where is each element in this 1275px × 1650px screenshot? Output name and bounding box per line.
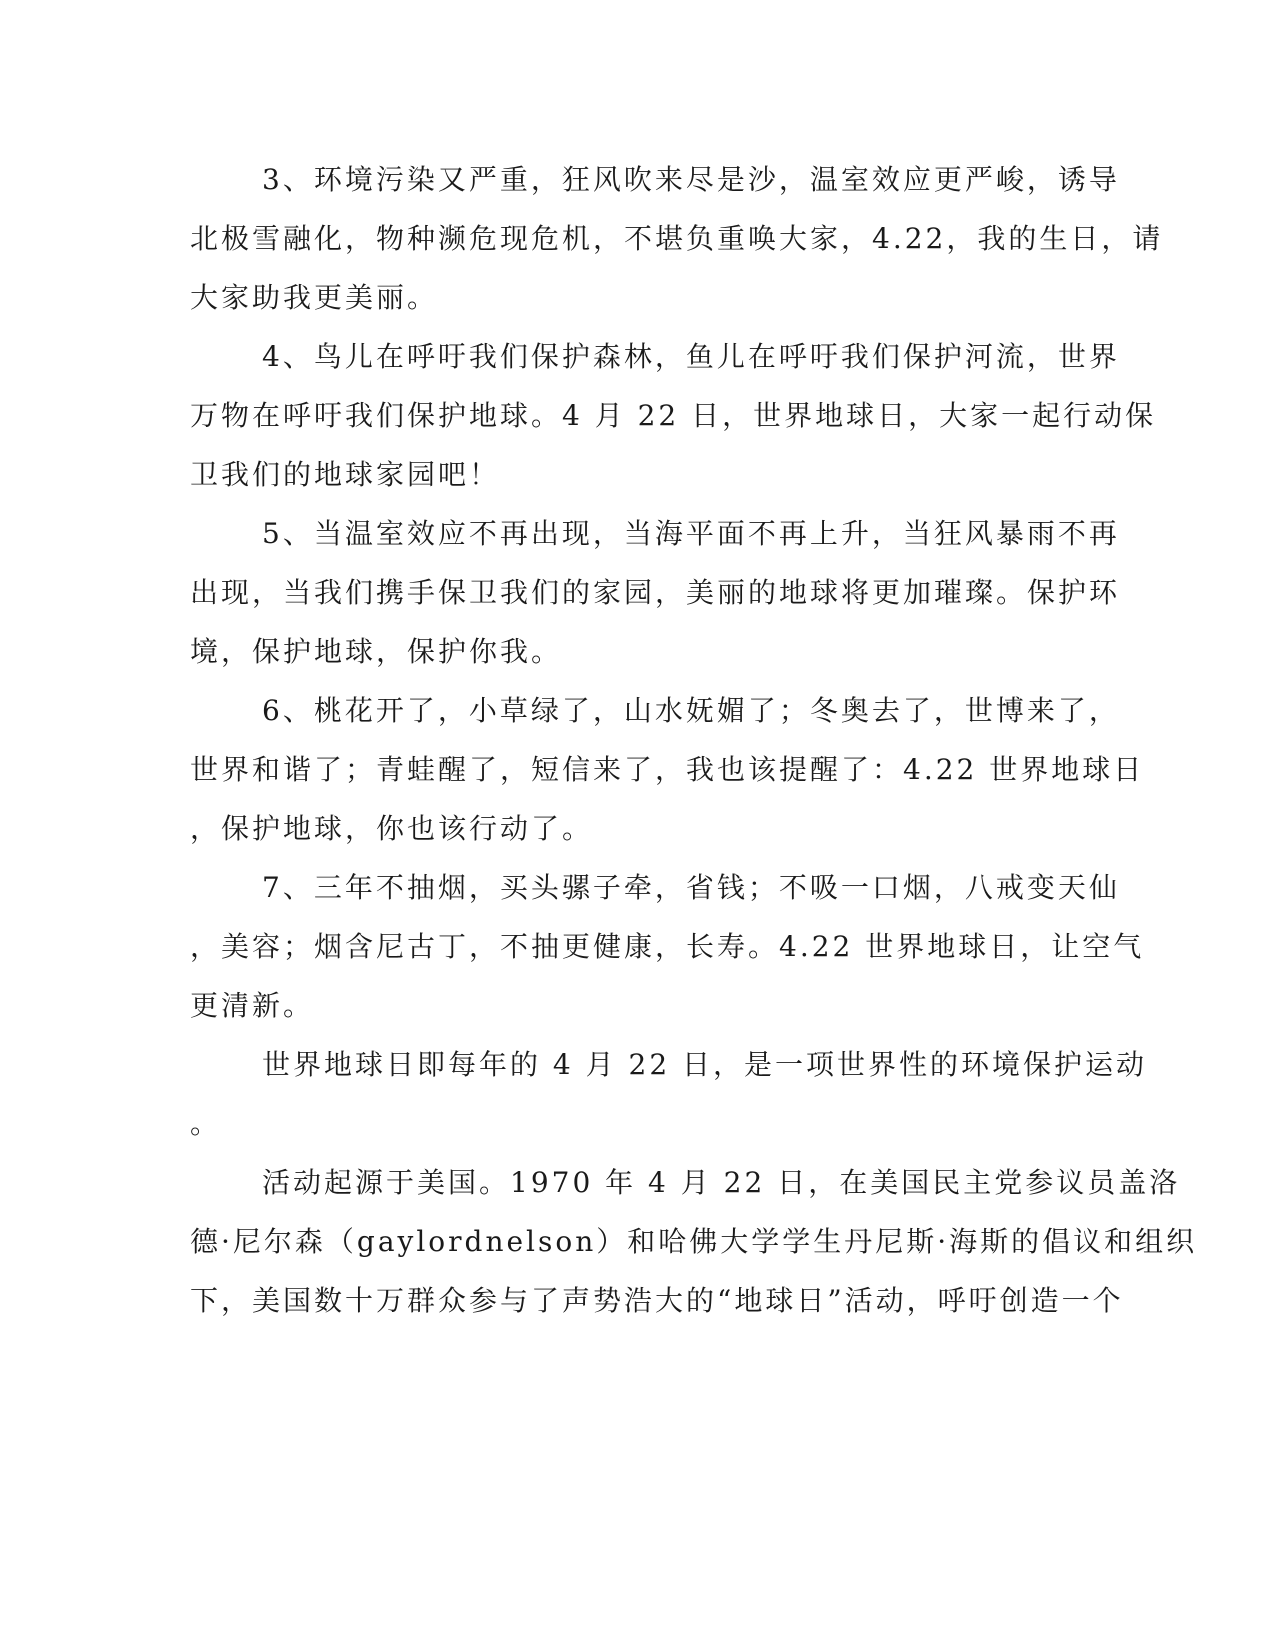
text-line: 5、当温室效应不再出现，当海平面不再上升，当狂风暴雨不再 xyxy=(262,517,1120,550)
text-line: 6、桃花开了，小草绿了，山水妩媚了；冬奥去了，世博来了， xyxy=(262,694,1120,727)
text-line: ，美容；烟含尼古丁，不抽更健康，长寿。4.22 世界地球日，让空气 xyxy=(190,930,1145,963)
text-line: 世界和谐了；青蛙醒了，短信来了，我也该提醒了：4.22 世界地球日 xyxy=(190,753,1145,786)
text-line: 更清新。 xyxy=(190,989,315,1022)
text-line: 7、三年不抽烟，买头骡子牵，省钱；不吸一口烟，八戒变天仙 xyxy=(262,871,1120,904)
text-line: 卫我们的地球家园吧！ xyxy=(190,458,501,491)
text-line: 万物在呼吁我们保护地球。4 月 22 日，世界地球日，大家一起行动保 xyxy=(190,399,1157,432)
text-line: ，保护地球，你也该行动了。 xyxy=(190,812,594,845)
text-line: 。 xyxy=(190,1107,222,1140)
text-line: 北极雪融化，物种濒危现危机，不堪负重唤大家，4.22，我的生日，请 xyxy=(190,222,1164,255)
text-line: 4、鸟儿在呼吁我们保护森林，鱼儿在呼吁我们保护河流，世界 xyxy=(262,340,1120,373)
text-line: 出现，当我们携手保卫我们的家园，美丽的地球将更加璀璨。保护环 xyxy=(190,576,1121,609)
text-line: 世界地球日即每年的 4 月 22 日，是一项世界性的环境保护运动 xyxy=(262,1048,1148,1081)
text-line: 德·尼尔森（gaylordnelson）和哈佛大学学生丹尼斯·海斯的倡议和组织 xyxy=(190,1225,1198,1258)
text-line: 境，保护地球，保护你我。 xyxy=(190,635,563,668)
text-line: 下，美国数十万群众参与了声势浩大的“地球日”活动，呼吁创造一个 xyxy=(190,1284,1124,1317)
text-line: 3、环境污染又严重，狂风吹来尽是沙，温室效应更严峻，诱导 xyxy=(262,163,1120,196)
text-line: 大家助我更美丽。 xyxy=(190,281,439,314)
text-line: 活动起源于美国。1970 年 4 月 22 日，在美国民主党参议员盖洛 xyxy=(262,1166,1181,1199)
